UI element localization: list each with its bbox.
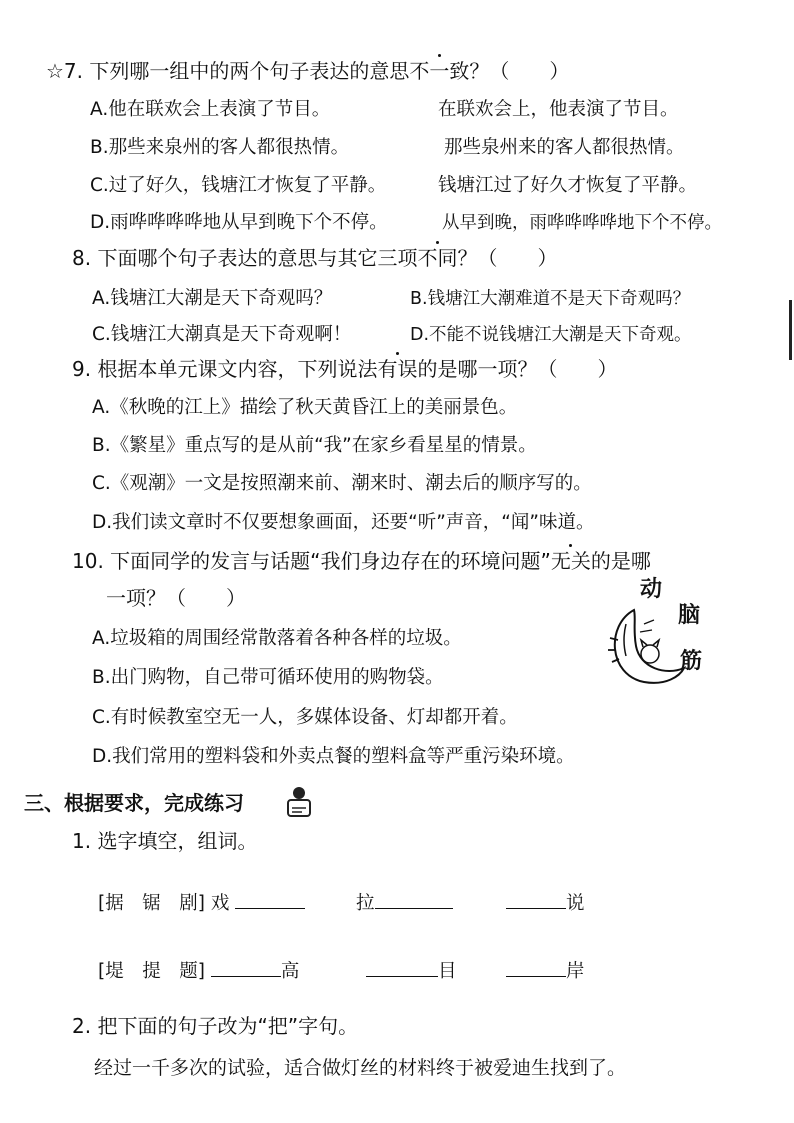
question-9 [72, 356, 617, 382]
question-7-prefix: ☆7. 下列哪一组中的两个句子表达的意思 [46, 59, 410, 83]
fill-blank-6[interactable] [506, 958, 566, 977]
q8-option-c: C.钱塘江大潮真是天下奇观啊！ [92, 324, 352, 345]
q7-option-d-right: 从早到晚，雨哗哗哗哗地下个不停。 [442, 213, 722, 233]
subsection-1-title: 1. 选字填空，组词。 [72, 829, 258, 853]
question-10-suffix: 的是哪 [590, 549, 651, 573]
fill-row-2-chars: [堤 提 题] [98, 961, 205, 982]
fill-blank-5[interactable] [366, 958, 438, 977]
fill-row-2 [98, 958, 299, 985]
fill-row-1-item-2 [356, 890, 453, 917]
question-9-emphasis: 有误 [377, 357, 418, 381]
q7-option-b-right: 那些泉州来的客人都很热情。 [444, 137, 685, 158]
subsection-2-sentence: 经过一千多次的试验，适合做灯丝的材料终于被爱迪生找到了。 [94, 1057, 627, 1079]
question-10-emphasis: 无关 [550, 549, 591, 573]
question-10 [72, 548, 651, 574]
q9-option-b: B.《繁星》重点写的是从前“我”在家乡看星星的情景。 [92, 435, 537, 456]
think-badge [596, 577, 716, 700]
question-7-emphasis: 不一致 [409, 59, 470, 83]
subsection-2-title: 2. 把下面的句子改为“把”字句。 [72, 1014, 359, 1038]
q8-option-b: B.钱塘江大潮难道不是天下奇观吗？ [410, 289, 691, 309]
fill-blank-1[interactable] [235, 890, 305, 909]
badge-char-3: 筋 [680, 649, 703, 674]
fill-row-2-word-1: 高 [280, 961, 300, 982]
q10-option-d: D.我们常用的塑料袋和外卖点餐的塑料盒等严重污染环境。 [92, 746, 575, 767]
q8-option-a: A.钱塘江大潮是天下奇观吗？ [92, 288, 333, 309]
fill-row-1-word-1: 戏 [210, 893, 230, 914]
question-8-suffix: ？（ ） [457, 246, 558, 270]
q10-option-c: C.有时候教室空无一人，多媒体设备、灯却都开着。 [92, 707, 518, 728]
fill-row-2-item-2 [366, 958, 457, 985]
q9-option-d: D.我们读文章时不仅要想象画面，还要“听”声音，“闻”味道。 [92, 512, 595, 533]
q7-option-b-left: B.那些来泉州的客人都很热情。 [90, 137, 350, 158]
badge-char-2: 脑 [678, 603, 701, 628]
fill-blank-3[interactable] [506, 890, 566, 909]
q7-option-a-right: 在联欢会上，他表演了节目。 [438, 99, 679, 120]
fill-row-1 [98, 890, 305, 917]
question-10-line2: 一项？（ ） [106, 586, 246, 610]
fill-row-2-word-2: 目 [438, 961, 457, 982]
fill-row-2-word-3: 岸 [566, 961, 585, 982]
question-9-prefix: 9. 根据本单元课文内容，下列说法 [72, 357, 378, 381]
q8-option-d: D.不能不说钱塘江大潮是天下奇观。 [410, 325, 692, 345]
q7-option-c-left: C.过了好久，钱塘江才恢复了平静。 [90, 175, 387, 196]
question-9-suffix: 的是哪一项？（ ） [417, 357, 618, 381]
badge-char-1: 动 [640, 577, 663, 602]
fill-blank-4[interactable] [211, 958, 281, 977]
fill-row-2-item-3 [506, 958, 585, 985]
question-8 [72, 245, 557, 271]
section-3-title: 三、根据要求，完成练习 [24, 791, 244, 815]
q9-option-a: A.《秋晚的江上》描绘了秋天黄昏江上的美丽景色。 [92, 397, 518, 418]
question-7 [46, 58, 569, 84]
fill-row-1-word-3: 说 [566, 893, 585, 914]
fill-row-1-chars: [据 锯 剧] [98, 893, 205, 914]
q9-option-c: C.《观潮》一文是按照潮来前、潮来时、潮去后的顺序写的。 [92, 473, 592, 494]
page-edge-mark [789, 300, 792, 360]
question-10-prefix: 10. 下面同学的发言与话题“我们身边存在的环境问题” [72, 549, 551, 573]
q10-option-a: A.垃圾箱的周围经常散落着各种各样的垃圾。 [92, 628, 462, 649]
q7-option-c-right: 钱塘江过了好久才恢复了平静。 [438, 175, 698, 196]
question-8-emphasis: 不同 [417, 246, 458, 270]
q7-option-d-left: D.雨哗哗哗哗地从早到晚下个不停。 [90, 212, 388, 233]
q7-option-a-left: A.他在联欢会上表演了节目。 [90, 99, 331, 120]
question-7-suffix: ？（ ） [469, 59, 570, 83]
fill-row-1-item-3 [506, 890, 585, 917]
student-writing-icon [284, 784, 314, 818]
fill-row-1-word-2: 拉 [356, 893, 375, 914]
question-8-prefix: 8. 下面哪个句子表达的意思与其它三项 [72, 246, 418, 270]
q10-option-b: B.出门购物，自己带可循环使用的购物袋。 [92, 667, 444, 688]
fill-blank-2[interactable] [375, 890, 453, 909]
